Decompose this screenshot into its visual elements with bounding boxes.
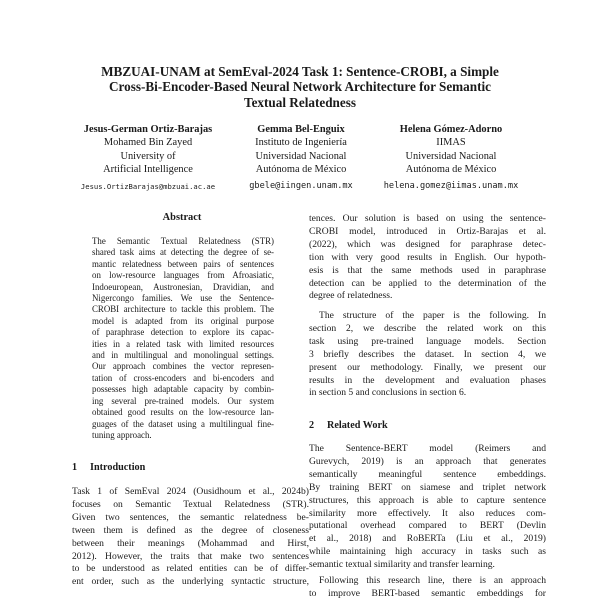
text-line: section 2, we describe the related work on this bbox=[309, 322, 546, 334]
abstract-line: ing several pre-trained models. Our system bbox=[92, 395, 274, 406]
text-line: tion with very good results in English. Our hypoth- bbox=[309, 251, 546, 263]
text-line: 2012). However, the traits that make two sentences bbox=[72, 550, 309, 562]
text-line: results in the development and evaluation phases bbox=[309, 374, 546, 386]
text-line: Task 1 of SemEval 2024 (Ousidhoum et al., 2024b) bbox=[72, 486, 309, 497]
section-title: Related Work bbox=[327, 420, 388, 431]
title-line: Textual Relatedness bbox=[244, 94, 356, 110]
section-number: 2 bbox=[309, 420, 315, 431]
author-affiliation: Autónoma de México bbox=[255, 164, 347, 176]
abstract-line: The Semantic Textual Relatedness (STR) bbox=[92, 236, 274, 246]
abstract-line: Our approach combines the vector represen- bbox=[92, 361, 274, 372]
text-line: Following this research line, there is an approach bbox=[319, 575, 546, 586]
abstract-line: shared task aims at detecting the degree of se- bbox=[92, 247, 274, 258]
text-line: tences. Our solution is based on using the sentence- bbox=[309, 213, 546, 224]
text-line: ent order, such as the underlying syntactic structure, bbox=[72, 576, 309, 588]
text-line: degree of relatedness. bbox=[309, 290, 393, 302]
abstract-line: obtained good results on the low-resource lan- bbox=[92, 407, 274, 418]
abstract-text bbox=[92, 236, 274, 441]
text-line: 3 briefly describes the dataset. In section 4, we bbox=[309, 348, 546, 360]
author-affiliation: Instituto de Ingeniería bbox=[255, 137, 347, 149]
abstract-line: and in multilingual and monolingual settings. bbox=[92, 350, 274, 361]
text-line: focuses on Semantic Textual Relatedness (STR). bbox=[72, 498, 309, 510]
text-line: Given two sentences, the semantic relatedness be- bbox=[72, 511, 309, 523]
author-affiliation: Artificial Intelligence bbox=[103, 164, 193, 176]
abstract-line: possesses high adaptable capacity by combin- bbox=[92, 384, 274, 395]
text-line: to be understood as related entities can be of differ- bbox=[72, 563, 309, 575]
section-number: 1 bbox=[72, 462, 78, 473]
abstract-line: model is adapted from its original purpose bbox=[92, 315, 274, 326]
text-line: Gurevych, 2019) is an approach that generates bbox=[309, 455, 546, 467]
text-line: detection can be applied to the determination of the bbox=[309, 277, 546, 289]
author-block bbox=[236, 123, 366, 193]
text-line: to improve BERT-based semantic embeddings for bbox=[309, 587, 546, 599]
section-heading-introduction bbox=[72, 462, 145, 473]
text-line: in section 5 and conclusions in section 6. bbox=[309, 387, 467, 399]
text-line: semantic textual similarity and transfer learning. bbox=[309, 559, 495, 571]
author-affiliation: Autónoma de México bbox=[405, 164, 497, 176]
section-heading-related-work bbox=[309, 420, 388, 431]
author-email: helena.gomez@iimas.unam.mx bbox=[383, 180, 519, 191]
text-line: while maintaining high accuracy in tasks such as bbox=[309, 546, 546, 558]
author-email: gbele@iingen.unam.mx bbox=[249, 180, 353, 191]
text-line: between their meanings (Mohammad and Hirst, bbox=[72, 537, 309, 549]
related-work-paragraph bbox=[309, 443, 546, 572]
title-line: Cross-Bi-Encoder-Based Neural Network Architecture for Semantic bbox=[108, 79, 491, 95]
author-affiliation: Universidad Nacional bbox=[405, 150, 497, 162]
title-line: MBZUAI-UNAM at SemEval-2024 Task 1: Sentence-CROBI, a Simple bbox=[101, 64, 499, 79]
abstract-heading: Abstract bbox=[162, 212, 202, 223]
introduction-paragraph-continued bbox=[309, 213, 546, 303]
abstract-line: tation of cross-encoders and bi-encoders and bbox=[92, 372, 274, 383]
author-name: Helena Gómez-Adorno bbox=[399, 124, 503, 135]
abstract-line: CROBI architecture to tackle this problem. The bbox=[92, 304, 274, 315]
paper-structure-paragraph bbox=[309, 310, 546, 400]
author-block bbox=[366, 123, 536, 193]
text-line: The structure of the paper is the following. In bbox=[319, 310, 546, 321]
introduction-paragraph bbox=[72, 486, 309, 589]
author-affiliation: Universidad Nacional bbox=[255, 150, 347, 162]
author-affiliation: University of bbox=[120, 150, 176, 162]
related-work-paragraph bbox=[309, 575, 546, 601]
text-line: et al., 2018) and RoBERTa (Liu et al., 2019) bbox=[309, 533, 546, 545]
abstract-line: tuning approach. bbox=[92, 429, 152, 440]
section-title: Introduction bbox=[90, 462, 146, 473]
abstract-line: of paraphrase detection to explore its capac- bbox=[92, 327, 274, 338]
author-email: Jesus.OrtizBarajas@mbzuai.ac.ae bbox=[80, 181, 216, 191]
text-line: The Sentence-BERT model (Reimers and bbox=[309, 443, 546, 454]
abstract-line: on low-resource languages from Afroasiatic, bbox=[92, 270, 274, 281]
abstract-line: guages of the dataset using a multilingual fine- bbox=[92, 418, 274, 429]
text-line: (2022), which was designed for paraphrase detec- bbox=[309, 238, 546, 250]
text-line: similarity more effectively. It also reduces com- bbox=[309, 507, 546, 519]
text-line: putational overhead compared to BERT (Devlin bbox=[309, 520, 546, 532]
author-name: Gemma Bel-Enguix bbox=[257, 124, 345, 135]
abstract-line: ities in a related task with limited resources bbox=[92, 338, 274, 349]
text-line: esis is that the same methods used in paraphrase bbox=[309, 264, 546, 276]
abstract-line: Nigercongo families. We use the Sentence- bbox=[92, 293, 274, 304]
abstract-line: Indoeuropean, Austronesian, Dravidian, and bbox=[92, 281, 274, 292]
text-line: structures, this approach is able to capture sentence bbox=[309, 494, 546, 506]
author-name: Jesus-German Ortiz-Barajas bbox=[83, 124, 213, 135]
text-line: By training BERT on siamese and triplet network bbox=[309, 481, 546, 493]
text-line: present our methodology. Finally, we present our bbox=[309, 361, 546, 373]
author-block bbox=[68, 123, 228, 193]
text-line: tween them is defined as the degree of closeness bbox=[72, 524, 309, 536]
abstract-line: mantic relatedness between pairs of sentences bbox=[92, 258, 274, 269]
text-line: semantically meaningful sentence embeddings. bbox=[309, 468, 546, 480]
author-affiliation: Mohamed Bin Zayed bbox=[103, 137, 193, 149]
author-affiliation: IIMAS bbox=[436, 137, 466, 149]
text-line: CROBI model, introduced in Ortiz-Barajas et al. bbox=[309, 225, 546, 237]
paper-title bbox=[60, 64, 540, 110]
text-line: task using pre-trained language models. Section bbox=[309, 335, 546, 347]
